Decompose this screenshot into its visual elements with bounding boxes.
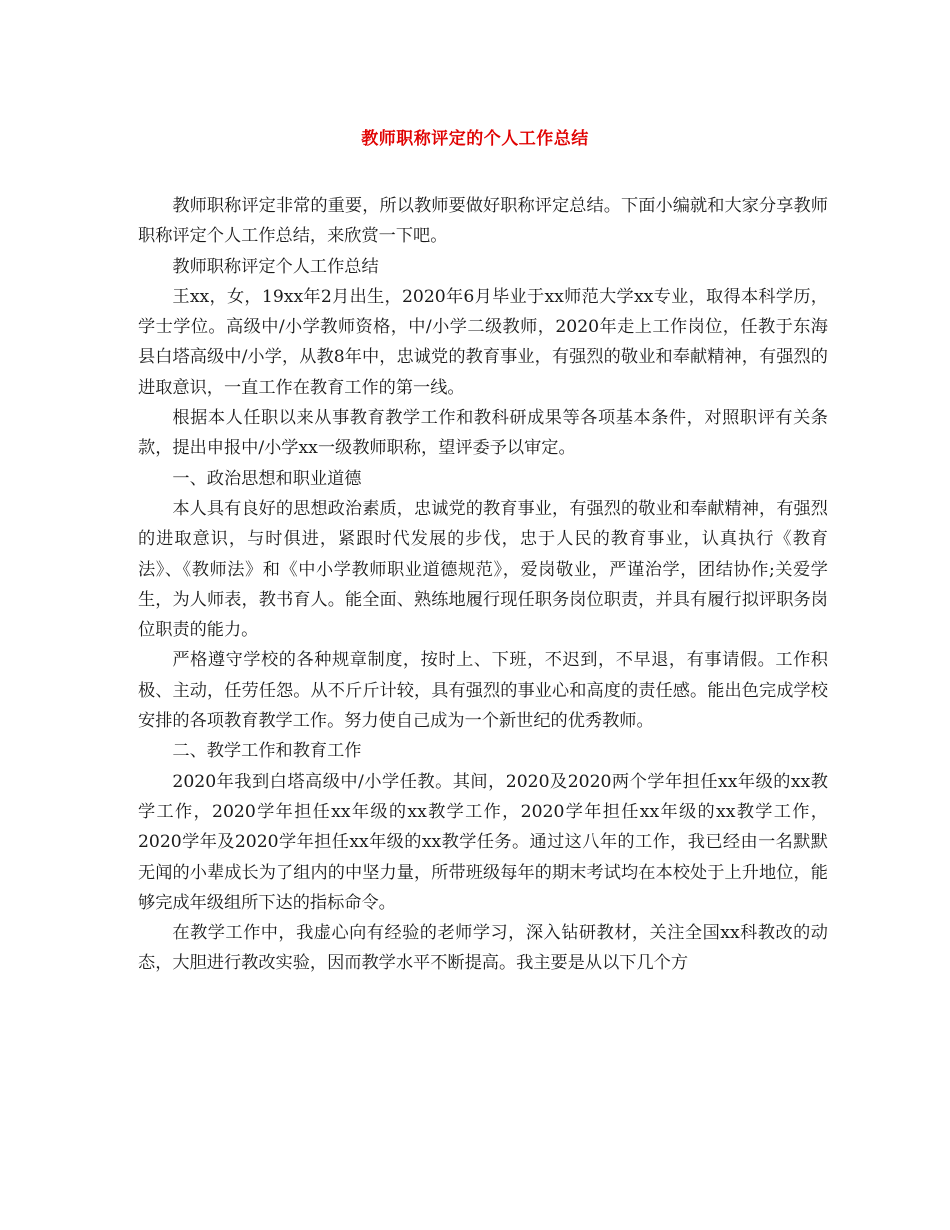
- paragraph: 在教学工作中，我虚心向有经验的老师学习，深入钻研教材，关注全国xx科教改的动态，大胆进行教改实验，因而教学水平不断提高。我主要是从以下几个方: [138, 923, 828, 974]
- section-heading: 一、政治思想和职业道德: [172, 468, 362, 489]
- document-body: [138, 191, 828, 979]
- paragraph: 2020年我到白塔高级中/小学任教。其间，2020及2020两个学年担任xx年级的xx教学工作，2020学年担任xx年级的xx教学工作，2020学年担任xx年级的xx教学工作，2020学年及2020学年担任xx年级的xx教学任务。通过这八年的工作，我已经由一名默默无闻的小辈成长为了组内的中坚力量，所带班级每年的期末考试均在本校处于上升地位，能够完成年级组所下达的指标命令。: [138, 771, 828, 913]
- paragraph: 本人具有良好的思想政治素质，忠诚党的教育事业，有强烈的敬业和奉献精神，有强烈的进取意识，与时俱进，紧跟时代发展的步伐，忠于人民的教育事业，认真执行《教育法》、《教师法》和《中小学教师职业道德规范》，爱岗敬业，严谨治学，团结协作;关爱学生，为人师表，教书育人。能全面、熟练地履行现任职务岗位职责，并具有履行拟评职务岗位职责的能力。: [138, 498, 828, 641]
- section-heading: 二、教学工作和教育工作: [172, 741, 362, 762]
- document-title: 教师职称评定的个人工作总结: [361, 129, 589, 149]
- paragraph: 根据本人任职以来从事教育教学工作和教科研成果等各项基本条件，对照职评有关条款，提出申报中/小学xx一级教师职称，望评委予以审定。: [138, 408, 828, 459]
- section-heading: 教师职称评定个人工作总结: [172, 256, 379, 277]
- paragraph: 教师职称评定非常的重要，所以教师要做好职称评定总结。下面小编就和大家分享教师职称评定个人工作总结，来欣赏一下吧。: [138, 196, 828, 247]
- paragraph: 王xx，女，19xx年2月出生，2020年6月毕业于xx师范大学xx专业，取得本科学历，学士学位。高级中/小学教师资格，中/小学二级教师，2020年走上工作岗位，任教于东海县白塔高级中/小学，从教8年中，忠诚党的教育事业，有强烈的敬业和奉献精神，有强烈的进取意识，一直工作在教育工作的第一线。: [138, 286, 828, 398]
- paragraph: 严格遵守学校的各种规章制度，按时上、下班，不迟到，不早退，有事请假。工作积极、主动，任劳任怨。从不斤斤计较，具有强烈的事业心和高度的责任感。能出色完成学校安排的各项教育教学工作。努力使自己成为一个新世纪的优秀教师。: [138, 650, 828, 732]
